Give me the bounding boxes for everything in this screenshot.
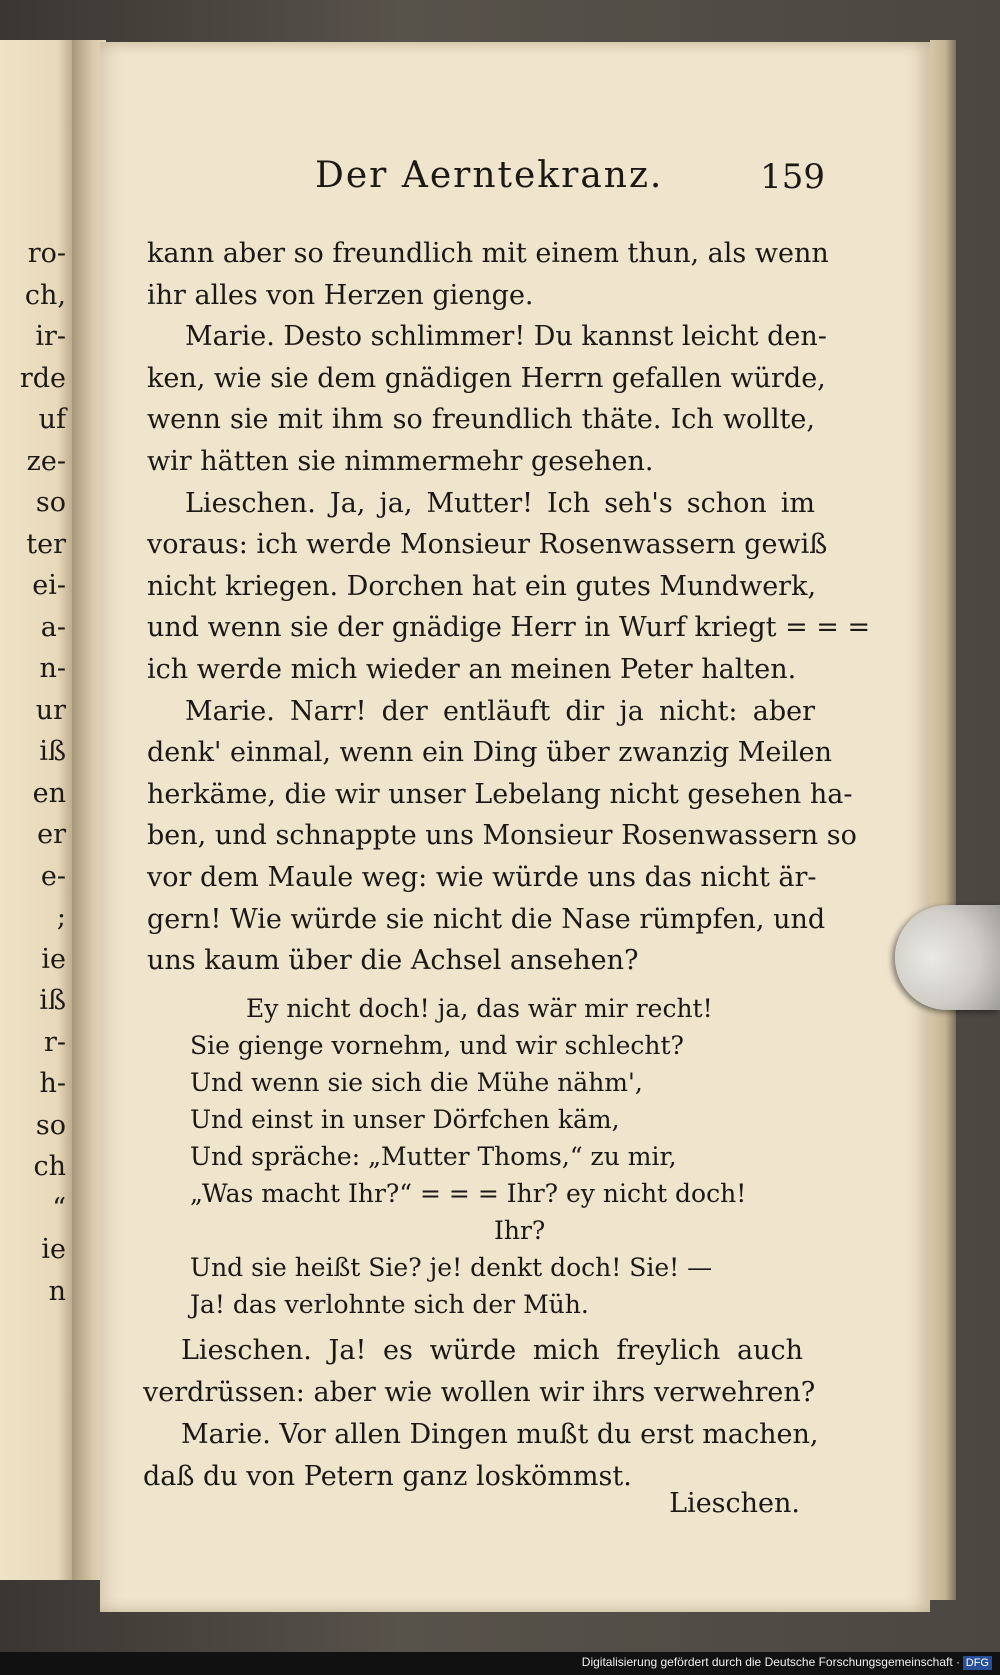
text-line: uns kaum über die Achsel ansehen? — [147, 945, 639, 977]
margin-fragment: uf — [38, 404, 66, 435]
margin-fragment: e- — [40, 860, 66, 892]
footer-credit: Digitalisierung gefördert durch die Deutsche Forschungsgemeinschaft · — [581, 1655, 960, 1669]
left-facing-page — [0, 40, 72, 1580]
verse-line: Und einst in unser Dörfchen käm, — [190, 1105, 620, 1134]
margin-fragment: ie — [41, 1234, 66, 1265]
margin-fragment: ro- — [27, 238, 66, 269]
margin-fragment: ir- — [35, 321, 66, 352]
verse-block — [190, 990, 810, 1323]
margin-fragment: n — [48, 1275, 66, 1307]
body-text-upper — [147, 233, 871, 982]
margin-fragment: ze- — [26, 445, 66, 477]
verse-line: Ja! das verlohnte sich der Müh. — [190, 1290, 589, 1319]
margin-fragment: ie — [41, 943, 66, 975]
text-line: ihr alles von Herzen gienge. — [147, 279, 534, 311]
text-line: Marie. Desto schlimmer! Du kannst leicht den- — [185, 321, 827, 353]
catchword: Lieschen. — [669, 1488, 800, 1519]
page-number: 159 — [760, 157, 825, 197]
scanner-clip — [895, 905, 1000, 1010]
text-line: Marie. Vor allen Dingen mußt du erst machen, — [181, 1419, 819, 1450]
page-edge — [930, 40, 956, 1600]
text-line: Marie. Narr! der entläuft dir ja nicht: aber — [185, 695, 815, 727]
text-line: daß du von Petern ganz loskömmst. — [143, 1461, 632, 1492]
margin-fragment: ur — [35, 694, 66, 726]
text-line: ken, wie sie dem gnädigen Herrn gefallen würde, — [147, 362, 826, 394]
text-line: wir hätten sie nimmermehr gesehen. — [147, 445, 654, 477]
verse-line: Ihr? — [494, 1216, 546, 1245]
text-line: denk' einmal, wenn ein Ding über zwanzig Meilen — [147, 737, 833, 769]
margin-fragment: en — [32, 777, 66, 809]
page-header — [305, 155, 825, 205]
verse-line: Ey nicht doch! ja, das wär mir recht! — [246, 994, 713, 1023]
margin-fragment: ter — [26, 528, 66, 560]
margin-fragment: n- — [39, 653, 66, 684]
margin-fragment: ch, — [24, 279, 66, 311]
margin-fragment: iß — [39, 985, 66, 1016]
verse-line: Sie gienge vornehm, und wir schlecht? — [190, 1031, 684, 1060]
margin-fragment: er — [37, 819, 66, 850]
verse-line: Und spräche: „Mutter Thoms,“ zu mir, — [190, 1142, 677, 1171]
verse-line: Und wenn sie sich die Mühe nähm', — [190, 1068, 643, 1097]
text-line: verdrüssen: aber wie wollen wir ihrs verwehren? — [143, 1377, 816, 1408]
margin-fragment: ch — [33, 1151, 66, 1182]
margin-fragment: so — [35, 487, 66, 518]
verse-line: Und sie heißt Sie? je! denkt doch! Sie! — — [190, 1253, 713, 1282]
margin-fragment: rde — [19, 362, 66, 394]
margin-fragment: ; — [56, 902, 66, 933]
text-line: ben, und schnappte uns Monsieur Rosenwassern so — [147, 820, 857, 852]
body-text-lower — [143, 1330, 819, 1498]
margin-fragment: iß — [39, 736, 66, 767]
verse-line: „Was macht Ihr?“ = = = Ihr? ey nicht doch! — [190, 1179, 747, 1208]
text-line: Lieschen. Ja, ja, Mutter! Ich seh's schon im — [185, 487, 815, 519]
margin-fragment: so — [35, 1109, 66, 1141]
text-line: voraus: ich werde Monsieur Rosenwassern gewiß — [147, 529, 828, 561]
text-line: gern! Wie würde sie nicht die Nase rümpfen, und — [147, 903, 826, 935]
margin-fragment: h- — [39, 1068, 66, 1099]
text-line: kann aber so freundlich mit einem thun, als wenn — [147, 238, 829, 269]
text-line: vor dem Maule weg: wie würde uns das nicht är- — [147, 861, 817, 893]
text-line: nicht kriegen. Dorchen hat ein gutes Mundwerk, — [147, 570, 817, 602]
running-title: Der Aerntekranz. — [315, 155, 664, 196]
margin-fragment: “ — [52, 1192, 66, 1224]
text-line: ich werde mich wieder an meinen Peter halten. — [147, 653, 797, 685]
dfg-logo: DFG — [963, 1656, 992, 1670]
margin-fragment: a- — [40, 611, 66, 643]
text-line: wenn sie mit ihm so freundlich thäte. Ich wollte, — [147, 404, 815, 436]
text-line: Lieschen. Ja! es würde mich freylich auch — [181, 1335, 803, 1366]
margin-fragment: ei- — [32, 570, 66, 601]
text-line: und wenn sie der gnädige Herr in Wurf kriegt = = = — [147, 612, 871, 644]
margin-fragment: r- — [43, 1026, 66, 1058]
text-line: herkäme, die wir unser Lebelang nicht gesehen ha- — [147, 778, 853, 810]
